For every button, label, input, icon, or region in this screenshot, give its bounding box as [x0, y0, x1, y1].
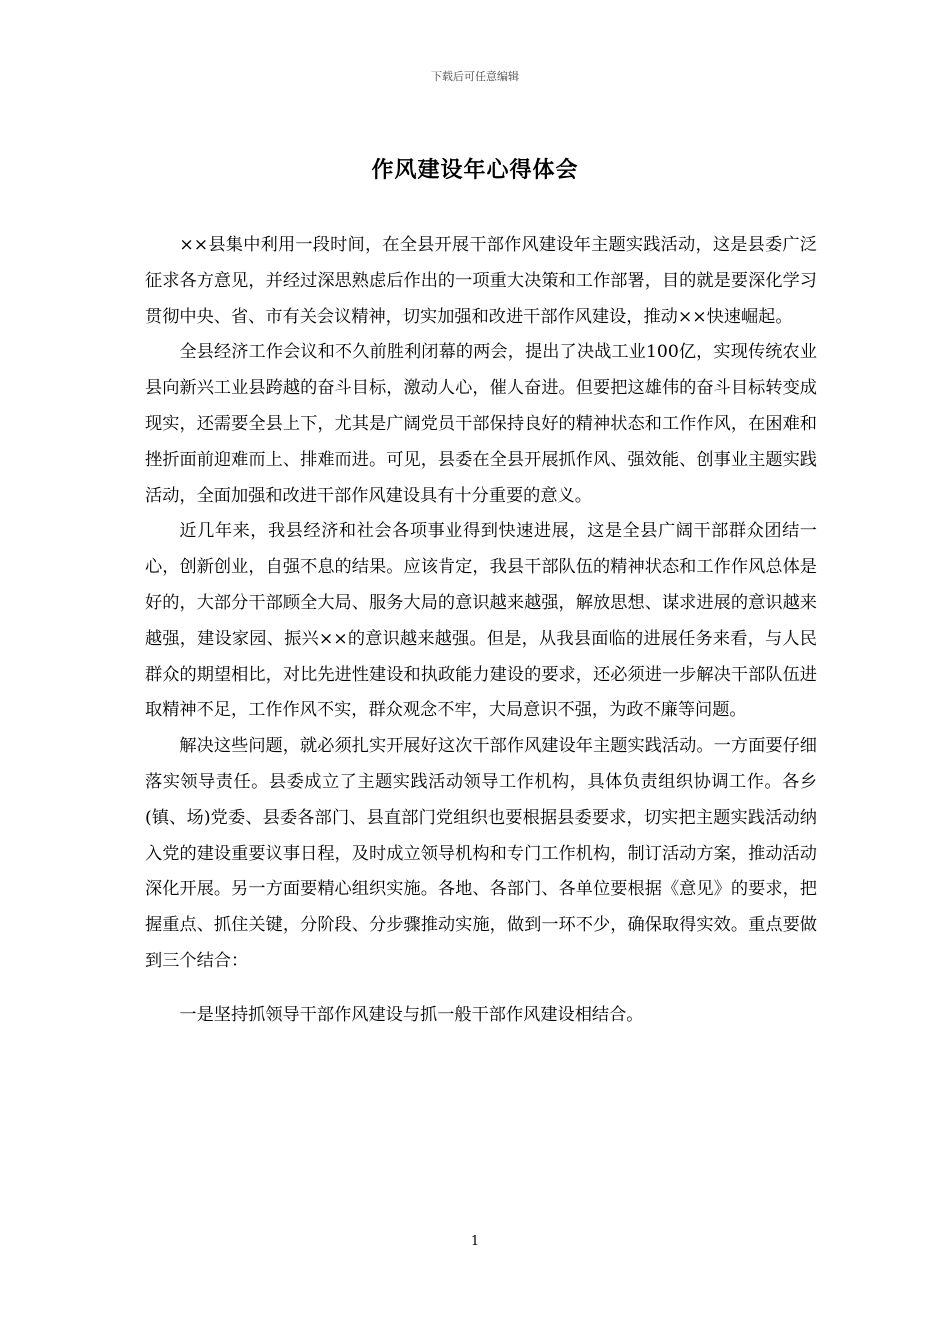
page-number: 1	[470, 1234, 480, 1249]
paragraph-3: 近几年来，我县经济和社会各项事业得到快速进展，这是全县广阔干部群众团结一心，创新创业，自强不息的结果。应该肯定，我县干部队伍的精神状态和工作作风总体是好的，大部分干部顾全大局、服务大局的意识越来越强，解放思想、谋求进展的意识越来越强，建设家园、振兴××的意识越来越强。但是，从我县面临的进展任务来看，与人民群众的期望相比，对比先进性建设和执政能力建设的要求，还必须进一步解决干部队伍进取精神不足，工作作风不实，群众观念不牢，大局意识不强，为政不廉等问题。	[145, 521, 817, 721]
document-body	[145, 228, 817, 1034]
document-title: 作风建设年心得体会	[371, 157, 579, 183]
paragraph-1: ××县集中利用一段时间，在全县开展干部作风建设年主题实践活动，这是县委广泛征求各方意见，并经过深思熟虑后作出的一项重大决策和工作部署，目的就是要深化学习贯彻中央、省、市有关会议精神，切实加强和改进干部作风建设，推动××快速崛起。	[145, 235, 817, 327]
header-note: 下载后可任意编辑	[431, 70, 519, 83]
paragraph-5: 一是坚持抓领导干部作风建设与抓一般干部作风建设相结合。	[179, 1004, 644, 1025]
paragraph-2: 全县经济工作会议和不久前胜利闭幕的两会，提出了决战工业100亿，实现传统农业县向新兴工业县跨越的奋斗目标，激动人心，催人奋进。但要把这雄伟的奋斗目标转变成现实，还需要全县上下，尤其是广阔党员干部保持良好的精神状态和工作作风，在困难和挫折面前迎难而上、排难而进。可见，县委在全县开展抓作风、强效能、创事业主题实践活动，全面加强和改进干部作风建设具有十分重要的意义。	[145, 342, 817, 506]
paragraph-4: 解决这些问题，就必须扎实开展好这次干部作风建设年主题实践活动。一方面要仔细落实领导责任。县委成立了主题实践活动领导工作机构，具体负责组织协调工作。各乡(镇、场)党委、县委各部门、县直部门党组织也要根据县委要求，切实把主题实践活动纳入党的建设重要议事日程，及时成立领导机构和专门工作机构，制订活动方案，推动活动深化开展。另一方面要精心组织实施。各地、各部门、各单位要根据《意见》的要求，把握重点、抓住关键，分阶段、分步骤推动实施，做到一环不少，确保取得实效。重点要做到三个结合：	[145, 736, 817, 971]
